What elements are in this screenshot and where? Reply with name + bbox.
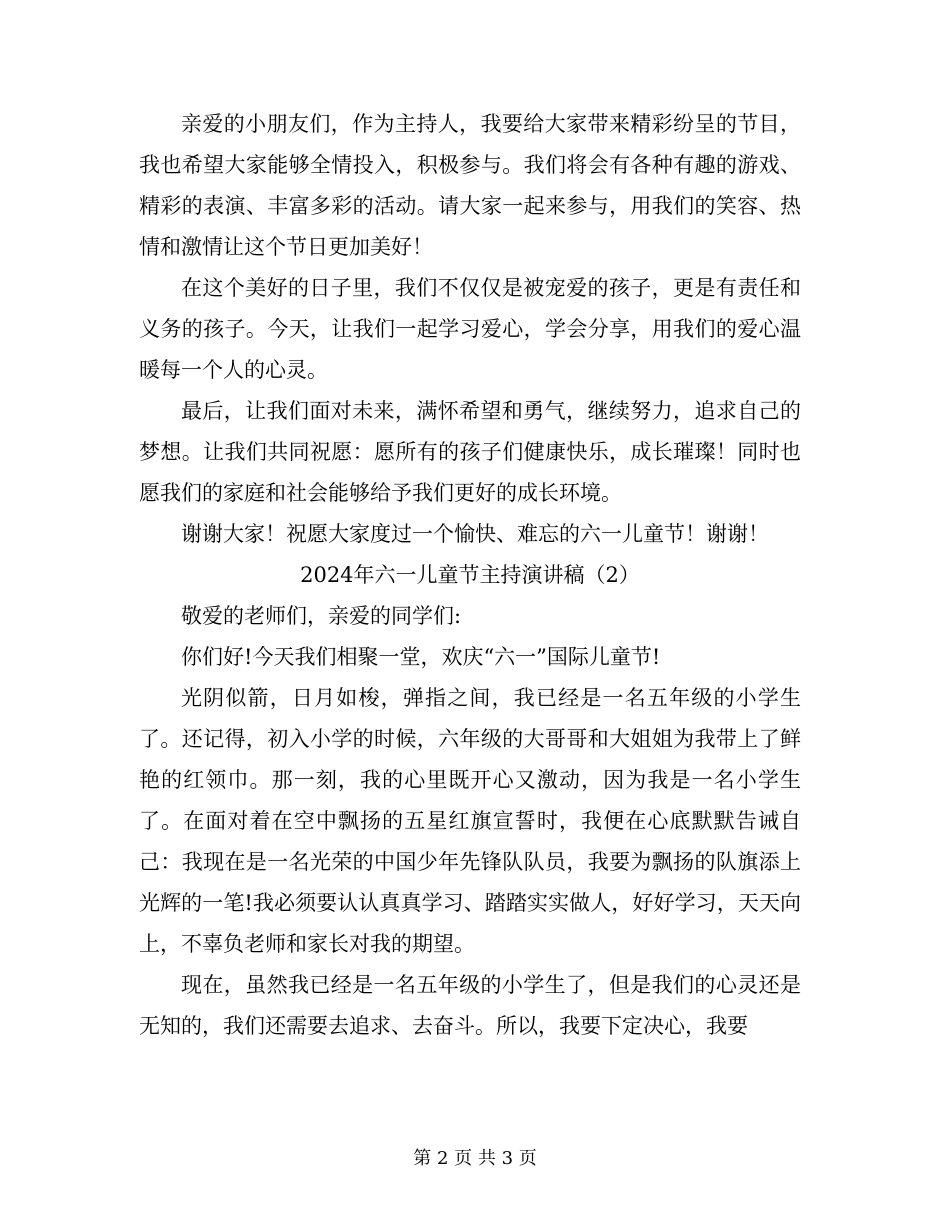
paragraph-determination: 现在，虽然我已经是一名五年级的小学生了，但是我们的心灵还是无知的，我们还需要去追求、去奋斗。所以，我要下定决心，我要	[139, 973, 801, 1038]
paragraph-hello: 你们好!今天我们相聚一堂，欢庆“六一”国际儿童节!	[181, 645, 661, 669]
page-number-footer: 第 2 页 共 3 页	[413, 1148, 537, 1169]
paragraph-thanks: 谢谢大家！祝愿大家度过一个愉快、难忘的六一儿童节！谢谢！	[181, 522, 769, 546]
paragraph-host-intro: 亲爱的小朋友们，作为主持人，我要给大家带来精彩纷呈的节目，我也希望大家能够全情投入，积极参与。我们将会有各种有趣的游戏、精彩的表演、丰富多彩的活动。请大家一起来参与，用我们的笑容、热情和激情让这个节日更加美好！	[139, 112, 801, 259]
paragraph-responsibility: 在这个美好的日子里，我们不仅仅是被宠爱的孩子，更是有责任和义务的孩子。今天，让我们一起学习爱心，学会分享，用我们的爱心温暖每一个人的心灵。	[139, 276, 801, 382]
section-title: 2024年六一儿童节主持演讲稿（2）	[300, 563, 640, 587]
paragraph-future-wishes: 最后，让我们面对未来，满怀希望和勇气，继续努力，追求自己的梦想。让我们共同祝愿：愿所有的孩子们健康快乐，成长璀璨！同时也愿我们的家庭和社会能够给予我们更好的成长环境。	[139, 399, 801, 505]
paragraph-time-flies: 光阴似箭，日月如梭，弹指之间，我已经是一名五年级的小学生了。还记得，初入小学的时候，六年级的大哥哥和大姐姐为我带上了鲜艳的红领巾。那一刻，我的心里既开心又激动，因为我是一名小学生了。在面对着在空中飘扬的五星红旗宣誓时，我便在心底默默告诫自己：我现在是一名光荣的中国少年先锋队队员，我要为飘扬的队旗添上光辉的一笔!我必须要认认真真学习、踏踏实实做人，好好学习，天天向上，不辜负老师和家长对我的期望。	[139, 686, 801, 956]
paragraph-greeting: 敬爱的老师们，亲爱的同学们:	[181, 604, 462, 628]
document-body	[139, 104, 801, 1047]
